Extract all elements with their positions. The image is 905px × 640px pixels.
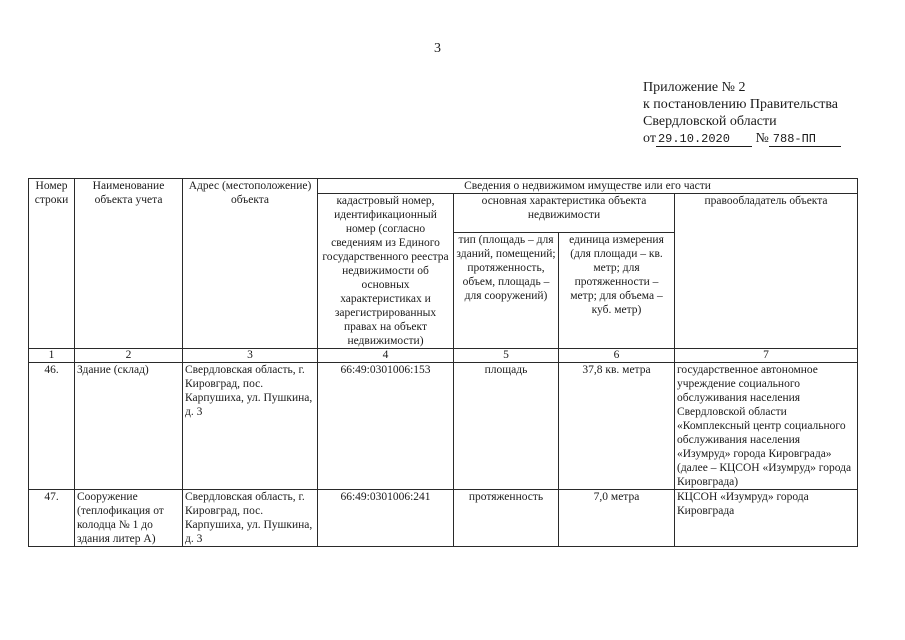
header-main-characteristic: основная характеристика объекта недвижимости [454,194,675,233]
row-number: 46. [29,363,75,490]
column-number: 1 [29,349,75,363]
header-row-1 [29,179,858,194]
number-prefix: № [755,131,769,146]
row-number: 47. [29,490,75,547]
column-number: 6 [559,349,675,363]
page-number: 3 [434,41,441,56]
appendix-header [643,79,841,147]
cadastral-number: 66:49:0301006:153 [318,363,454,490]
appendix-region: Свердловской области [643,114,777,129]
column-number: 4 [318,349,454,363]
characteristic-value: 37,8 кв. метра [559,363,675,490]
property-register-table [28,178,858,547]
header-cadastral: кадастровый номер, идентификационный номер (согласно сведениям из Единого государственного реестра недвижимости об основных характеристиках и зарегистрированных правах на объект недвижимости) [318,194,454,349]
resolution-date: 29.10.2020 [656,132,752,147]
column-number: 7 [675,349,858,363]
header-type: тип (площадь – для зданий, помещений; протяженность, объем, площадь – для сооружений) [454,233,559,349]
characteristic-type: площадь [454,363,559,490]
object-name: Сооружение (теплофикация от колодца № 1 до здания литер А) [75,490,183,547]
object-owner: КЦСОН «Изумруд» города Кировграда [675,490,858,547]
object-address: Свердловская область, г. Кировград, пос. Карпушиха, ул. Пушкина, д. 3 [183,363,318,490]
header-unit: единица измерения (для площади – кв. метр; для протяженности – метр; для объема – куб. метр) [559,233,675,349]
table-row [29,363,858,490]
appendix-title: Приложение № 2 [643,80,746,95]
appendix-resolution: к постановлению Правительства [643,97,839,112]
characteristic-value: 7,0 метра [559,490,675,547]
date-prefix: от [643,131,656,146]
appendix-date-line [643,130,841,147]
column-number: 3 [183,349,318,363]
object-address: Свердловская область, г. Кировград, пос. Карпушиха, ул. Пушкина, д. 3 [183,490,318,547]
header-property-info: Сведения о недвижимом имуществе или его части [318,179,858,194]
column-number-row [29,349,858,363]
header-row-number: Номер строки [29,179,75,349]
header-object-name: Наименование объекта учета [75,179,183,349]
resolution-number: 788-ПП [769,132,841,147]
header-owner: правообладатель объекта [675,194,858,349]
object-name: Здание (склад) [75,363,183,490]
table-row [29,490,858,547]
column-number: 5 [454,349,559,363]
column-number: 2 [75,349,183,363]
cadastral-number: 66:49:0301006:241 [318,490,454,547]
object-owner: государственное автономное учреждение социального обслуживания населения Свердловской области «Комплексный центр социального обслуживания населения «Изумруд» города Кировграда» (далее – КЦСОН «Изумруд» города Кировграда) [675,363,858,490]
header-address: Адрес (местоположение) объекта [183,179,318,349]
characteristic-type: протяженность [454,490,559,547]
